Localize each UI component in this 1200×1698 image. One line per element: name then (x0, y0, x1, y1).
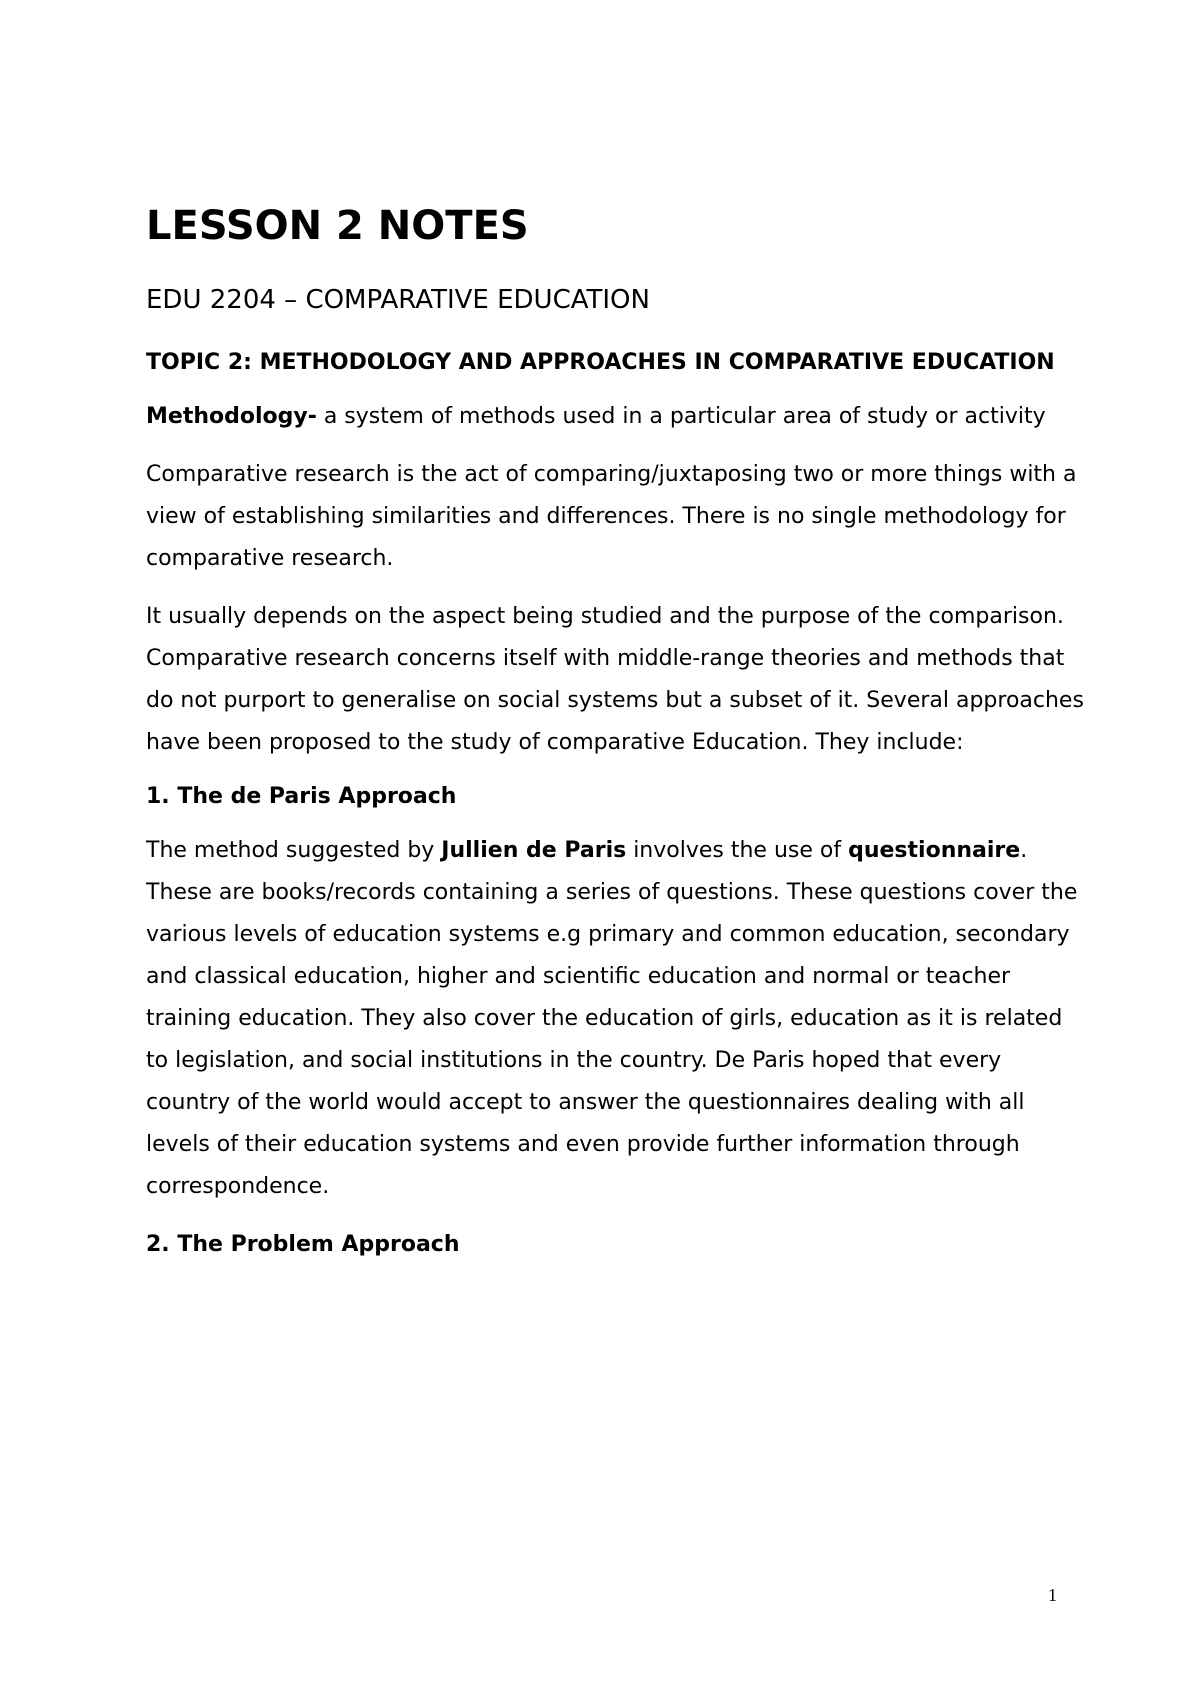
author-name: Jullien de Paris (441, 838, 627, 863)
document-body (146, 200, 1086, 1266)
course-title: EDU 2204 – COMPARATIVE EDUCATION (146, 285, 650, 315)
body-paragraph: It usually depends on the aspect being studied and the purpose of the comparison. Comparative research concerns itself with middle-range theories and methods that do not purport to generalise on social systems but a subset of it. Several approaches have been proposed to the study of comparative Education. They include: (146, 604, 1084, 755)
document-title: LESSON 2 NOTES (146, 203, 529, 249)
definition-text: a system of methods used in a particular area of study or activity (316, 404, 1046, 429)
de-paris-rest: . These are books/records containing a series of questions. These questions cover the various levels of education systems e.g primary and common education, secondary and classical education, higher and scientific education and normal or teacher training education. They also cover the education of girls, education as it is related to legislation, and social institutions in the country. De Paris hoped that every country of the world would accept to answer the questionnaires dealing with all levels of their education systems and even provide further information through correspondence. (146, 838, 1078, 1199)
de-paris-mid: involves the use of (626, 838, 849, 863)
body-paragraph: Comparative research is the act of comparing/juxtaposing two or more things with a view of establishing similarities and differences. There is no single methodology for comparative research. (146, 462, 1077, 571)
section-heading-de-paris: 1. The de Paris Approach (146, 784, 457, 809)
topic-heading: TOPIC 2: METHODOLOGY AND APPROACHES IN COMPARATIVE EDUCATION (146, 350, 1055, 375)
page-number: 1 (1048, 1585, 1057, 1605)
de-paris-paragraph (146, 830, 1086, 1208)
de-paris-intro: The method suggested by (146, 838, 442, 863)
definition-paragraph (146, 396, 1086, 438)
questionnaire-keyword: questionnaire (848, 838, 1021, 863)
definition-term: Methodology- (146, 404, 317, 429)
section-heading-problem-approach: 2. The Problem Approach (146, 1232, 460, 1257)
